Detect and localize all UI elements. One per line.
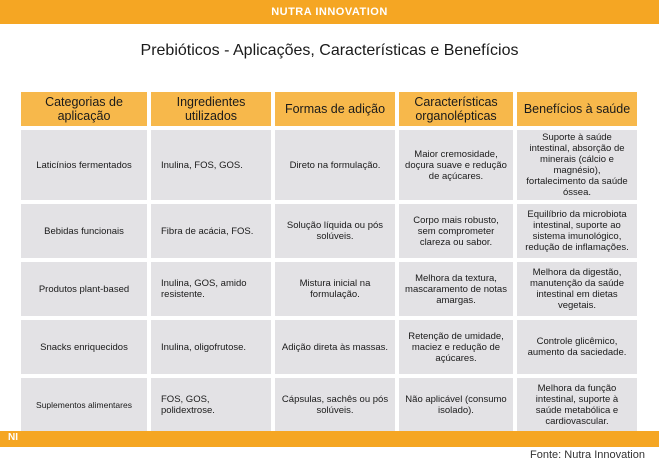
- cell-ingredients: FOS, GOS, polidextrose.: [151, 378, 271, 432]
- column-header: Formas de adição: [275, 92, 395, 126]
- cell-health-benefits: Suporte à saúde intestinal, absorção de minerais (cálcio e magnésio), fortalecimento da saúde óssea.: [517, 130, 637, 200]
- cell-health-benefits: Controle glicêmico, aumento da saciedade.: [517, 320, 637, 374]
- cell-ingredients: Inulina, oligofrutose.: [151, 320, 271, 374]
- cell-ingredients: Inulina, FOS, GOS.: [151, 130, 271, 200]
- cell-organoleptic: Melhora da textura, mascaramento de notas amargas.: [399, 262, 513, 316]
- cell-addition-form: Cápsulas, sachês ou pós solúveis.: [275, 378, 395, 432]
- cell-addition-form: Adição direta às massas.: [275, 320, 395, 374]
- column-header: Ingredientes utilizados: [151, 92, 271, 126]
- brand-title: NUTRA INNOVATION: [271, 6, 388, 18]
- cell-category: Laticínios fermentados: [21, 130, 147, 200]
- table-row: [21, 262, 637, 316]
- column-header: Benefícios à saúde: [517, 92, 637, 126]
- ni-logo: NI: [8, 432, 18, 443]
- cell-addition-form: Direto na formulação.: [275, 130, 395, 200]
- top-banner: [0, 0, 659, 24]
- cell-health-benefits: Melhora da função intestinal, suporte à saúde metabólica e cardiovascular.: [517, 378, 637, 432]
- cell-category: Produtos plant-based: [21, 262, 147, 316]
- cell-category: Snacks enriquecidos: [21, 320, 147, 374]
- cell-organoleptic: Maior cremosidade, doçura suave e redução de açúcares.: [399, 130, 513, 200]
- cell-category: Bebidas funcionais: [21, 204, 147, 258]
- cell-health-benefits: Melhora da digestão, manutenção da saúde intestinal em dietas vegetais.: [517, 262, 637, 316]
- cell-category: Suplementos alimentares: [21, 378, 147, 432]
- cell-organoleptic: Não aplicável (consumo isolado).: [399, 378, 513, 432]
- table-row: [21, 378, 637, 432]
- cell-organoleptic: Corpo mais robusto, sem comprometer clareza ou sabor.: [399, 204, 513, 258]
- table-header-row: [21, 92, 637, 126]
- cell-addition-form: Mistura inicial na formulação.: [275, 262, 395, 316]
- data-table: [17, 88, 641, 436]
- source-credit: Fonte: Nutra Innovation: [530, 449, 645, 461]
- column-header: Características organolépticas: [399, 92, 513, 126]
- table-row: [21, 320, 637, 374]
- bottom-banner: [0, 431, 659, 447]
- cell-ingredients: Fibra de acácia, FOS.: [151, 204, 271, 258]
- cell-ingredients: Inulina, GOS, amido resistente.: [151, 262, 271, 316]
- table-row: [21, 130, 637, 200]
- cell-addition-form: Solução líquida ou pós solúveis.: [275, 204, 395, 258]
- column-header: Categorias de aplicação: [21, 92, 147, 126]
- cell-health-benefits: Equilíbrio da microbiota intestinal, suporte ao sistema imunológico, redução de inflamações.: [517, 204, 637, 258]
- page-title: Prebióticos - Aplicações, Características e Benefícios: [140, 42, 519, 59]
- table-row: [21, 204, 637, 258]
- cell-organoleptic: Retenção de umidade, maciez e redução de açúcares.: [399, 320, 513, 374]
